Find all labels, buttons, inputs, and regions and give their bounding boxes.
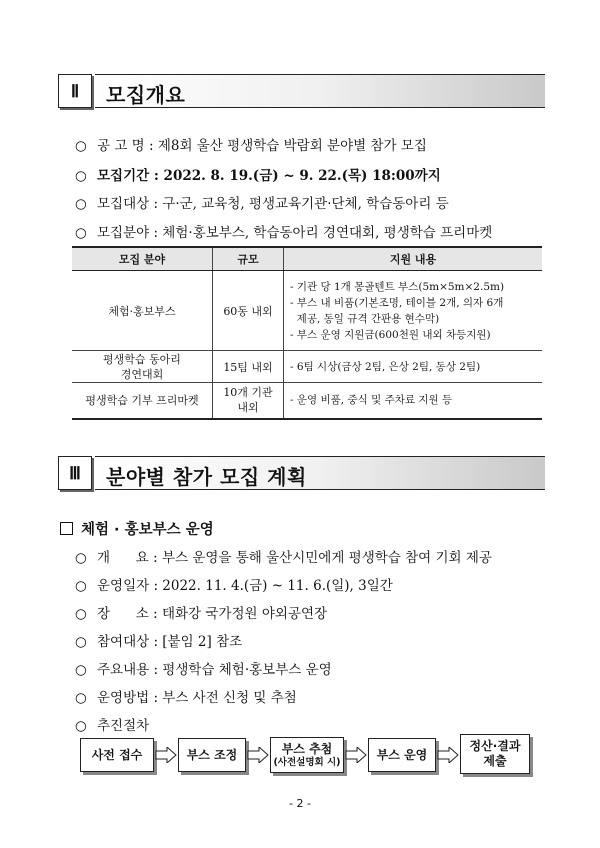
section-2-numeral: Ⅱ <box>58 74 92 108</box>
table-cell: 평생학습 동아리 경연대회 <box>72 351 213 383</box>
process-step-5: 정산·결과 제출 <box>460 734 530 774</box>
list-item: ○ 운영일자 : 2022. 11. 4.(금) ~ 11. 6.(일), 3일간 <box>75 578 393 594</box>
table-cell: - 기관 당 1개 몽골텐트 부스(5m×5m×2.5m) - 부스 내 비품(기본조명, 테이블 2개, 의자 6개 제공, 동일 규격 간판용 현수막) - 부스 운영 지원금(600천원 내외 차등지원) <box>284 271 543 351</box>
process-step-1: 사전 접수 <box>80 738 154 772</box>
list-item: ○ 모집대상 : 구·군, 교육청, 평생교육기관·단체, 학습동아리 등 <box>75 196 449 212</box>
section-2-title: 모집개요 <box>106 83 186 107</box>
subheading: 체험 · 홍보부스 운영 <box>60 518 214 539</box>
page-number: - 2 - <box>289 797 311 810</box>
section-3-numeral: Ⅲ <box>58 456 92 490</box>
list-item: ○ 모집기간 : 2022. 8. 19.(금) ~ 9. 22.(목) 18:00까지 <box>75 168 441 184</box>
table-header: 지원 내용 <box>284 247 543 271</box>
arrow-right-icon <box>247 747 269 763</box>
list-item: ○ 장 소 : 태화강 국가정원 야외공연장 <box>75 606 328 622</box>
process-step-3: 부스 추첨 (사전설명회 시) <box>270 737 344 773</box>
table-cell: - 운영 비품, 중식 및 주차료 지원 등 <box>284 383 543 419</box>
table-cell: 15팀 내외 <box>213 351 284 383</box>
process-step-4: 부스 운영 <box>368 738 436 772</box>
section-3-title: 분야별 참가 모집 계획 <box>106 465 307 489</box>
arrow-right-icon <box>155 747 177 763</box>
table-row <box>72 351 542 383</box>
table-row <box>72 271 542 351</box>
arrow-right-icon <box>437 747 459 763</box>
list-item: ○ 공 고 명 : 제8회 울산 평생학습 박람회 분야별 참가 모집 <box>75 138 427 154</box>
table-header-row <box>72 247 542 271</box>
table-row <box>72 383 542 419</box>
table-cell: 60동 내외 <box>213 271 284 351</box>
table-header: 모집 분야 <box>72 247 213 271</box>
arrow-right-icon <box>345 747 367 763</box>
list-item: ○ 주요내용 : 평생학습 체험·홍보부스 운영 <box>75 662 332 678</box>
table-cell: 체험·홍보부스 <box>72 271 213 351</box>
table-cell: - 6팀 시상(금상 2팀, 은상 2팀, 동상 2팀) <box>284 351 543 383</box>
list-item: ○ 참여대상 : [붙임 2] 참조 <box>75 634 243 650</box>
process-step-2: 부스 조정 <box>178 738 246 772</box>
recruitment-table <box>72 246 542 420</box>
list-item: ○ 개 요 : 부스 운영을 통해 울산시민에게 평생학습 참여 기회 제공 <box>75 550 492 566</box>
square-bullet-icon <box>60 522 73 535</box>
list-item: ○ 모집분야 : 체험·홍보부스, 학습동아리 경연대회, 평생학습 프리마켓 <box>75 225 493 241</box>
list-item: ○ 추진절차 <box>75 718 150 734</box>
table-cell: 평생학습 기부 프리마켓 <box>72 383 213 419</box>
list-item: ○ 운영방법 : 부스 사전 신청 및 추첨 <box>75 690 297 706</box>
table-header: 규모 <box>213 247 284 271</box>
table-cell: 10개 기관 내외 <box>213 383 284 419</box>
